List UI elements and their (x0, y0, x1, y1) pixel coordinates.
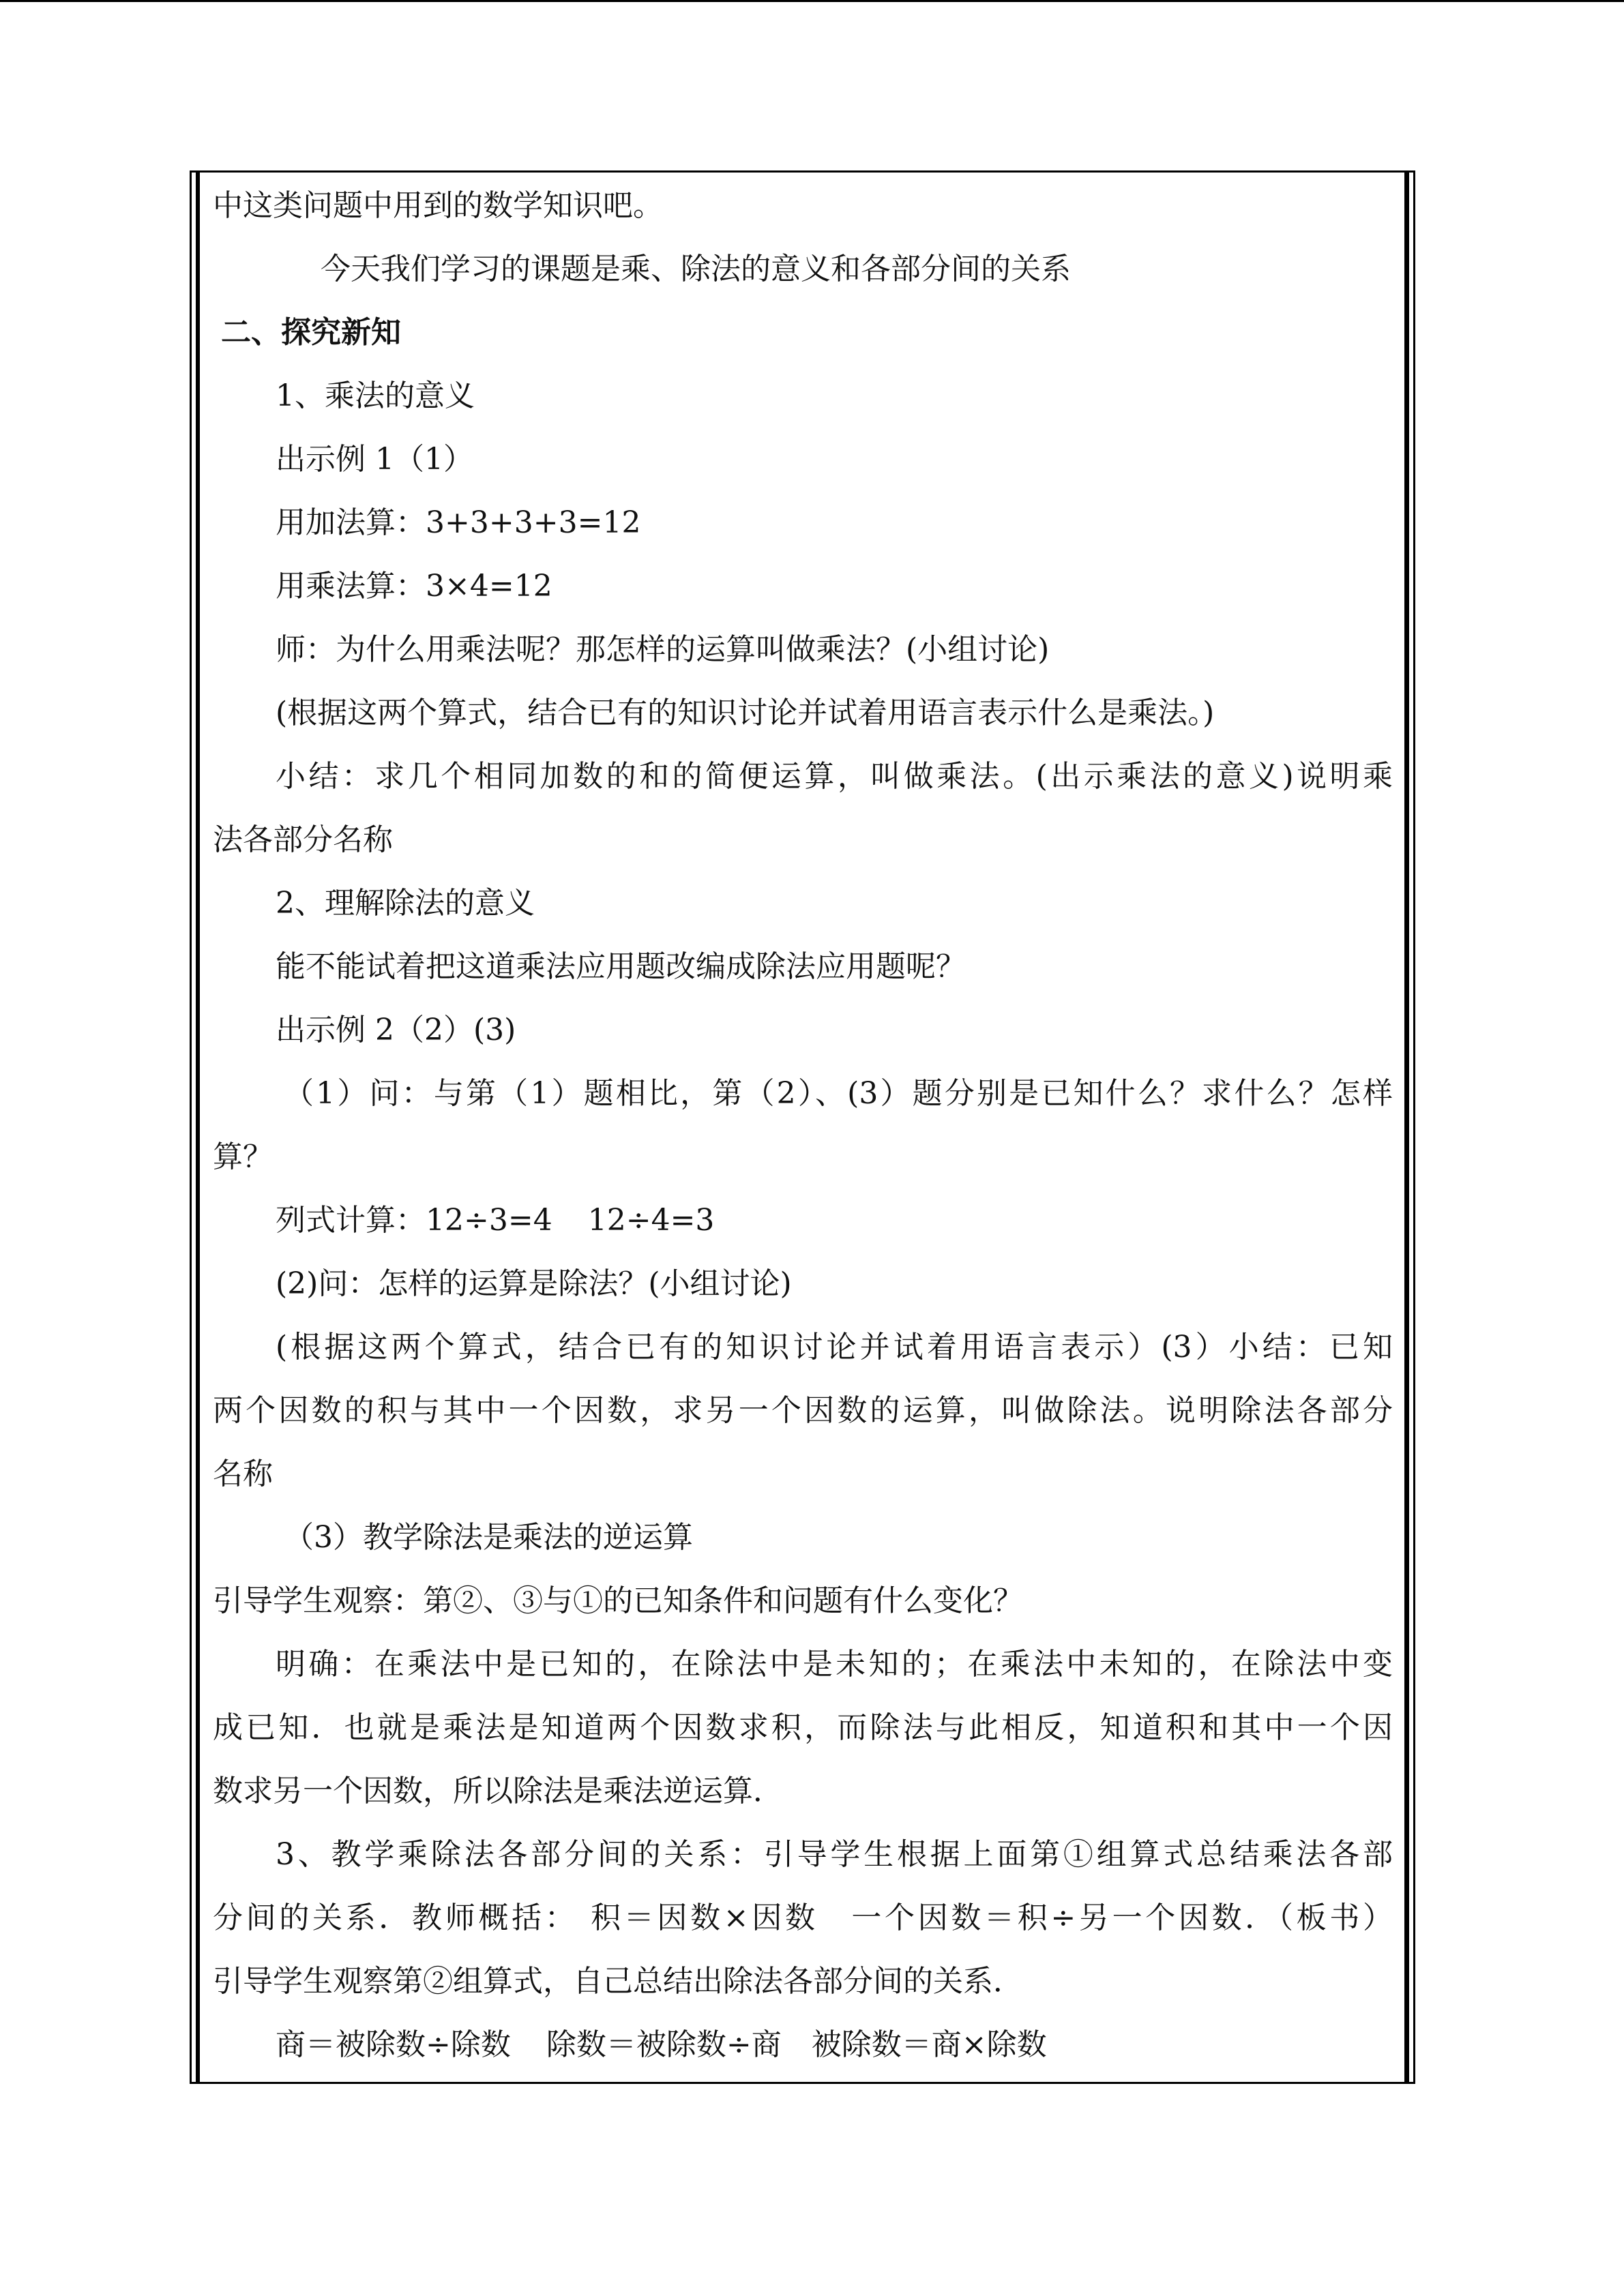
text-line: 出示例 1（1） (276, 442, 473, 477)
text-line: 用加法算：3+3+3+3=12 (276, 505, 641, 540)
formula-part: 商＝被除数÷除数 (276, 2027, 511, 2062)
text-line: 成已知．也就是乘法是知道两个因数求积，而除法与此相反，知道积和其中一个因 (213, 1710, 1393, 1745)
subsection-heading: 2、理解除法的意义 (276, 886, 535, 921)
text-line: 用乘法算：3×4=12 (276, 569, 552, 603)
text-line: 数求另一个因数，所以除法是乘法逆运算． (213, 1774, 783, 1808)
frame-right-border-thin (1413, 170, 1415, 2084)
text-line: 明确：在乘法中是已知的，在除法中是未知的；在乘法中未知的，在除法中变 (276, 1647, 1393, 1682)
text-line: 分间的关系．教师概括： 积＝因数×因数 一个因数＝积÷另一个因数．（板书） (213, 1900, 1393, 1935)
text-line: 出示例 2（2）(3) (276, 1013, 516, 1047)
text-line: (2)问：怎样的运算是除法？(小组讨论) (276, 1266, 792, 1301)
formula-line (213, 1189, 1393, 1252)
text-line: 法各部分名称 (213, 822, 393, 857)
formula-part: 列式计算：12÷3=4 (276, 1203, 552, 1238)
text-line: 师：为什么用乘法呢？那怎样的运算叫做乘法？(小组讨论) (276, 632, 1050, 667)
formula-part: 12÷4=3 (587, 1203, 715, 1238)
text-line: 引导学生观察第②组算式，自己总结出除法各部分间的关系． (213, 1964, 1023, 1999)
text-line: 3、教学乘除法各部分间的关系：引导学生根据上面第①组算式总结乘法各部 (276, 1837, 1393, 1872)
text-line: 两个因数的积与其中一个因数，求另一个因数的运算，叫做除法。说明除法各部分 (213, 1393, 1393, 1428)
text-line: 小结：求几个相同加数的和的简便运算，叫做乘法。(出示乘法的意义)说明乘 (276, 759, 1393, 794)
page-top-rule (0, 0, 1624, 2)
formula-part: 除数＝被除数÷商 被除数＝商×除数 (546, 2027, 1047, 2062)
text-line: (根据这两个算式，结合已有的知识讨论并试着用语言表示什么是乘法。) (276, 696, 1215, 730)
frame-left-border-thick (196, 170, 200, 2084)
text-line: (根据这两个算式，结合已有的知识讨论并试着用语言表示）(3）小结：已知 (276, 1330, 1393, 1365)
frame-top-border (190, 170, 1415, 173)
text-line: 能不能试着把这道乘法应用题改编成除法应用题呢？ (276, 949, 966, 984)
text-line: 算？ (213, 1139, 273, 1174)
text-line: 名称 (213, 1457, 273, 1491)
frame-left-border-thin (190, 170, 192, 2084)
text-line: （1）问：与第（1）题相比，第（2）、(3）题分别是已知什么？求什么？怎样 (284, 1076, 1393, 1111)
lesson-topic: 今天我们学习的课题是乘、除法的意义和各部分间的关系 (321, 252, 1071, 286)
lesson-content (213, 174, 1393, 2076)
formula-line (213, 2013, 1393, 2076)
subsection-heading: （3）教学除法是乘法的逆运算 (284, 1520, 693, 1555)
text-line: 中这类问题中用到的数学知识吧。 (213, 188, 663, 223)
section-heading: 二、探究新知 (221, 315, 401, 350)
text-line: 引导学生观察：第②、③与①的已知条件和问题有什么变化？ (213, 1583, 1023, 1618)
subsection-heading: 1、乘法的意义 (276, 378, 475, 413)
frame-bottom-border (190, 2082, 1415, 2084)
frame-right-border-thick (1404, 170, 1409, 2084)
